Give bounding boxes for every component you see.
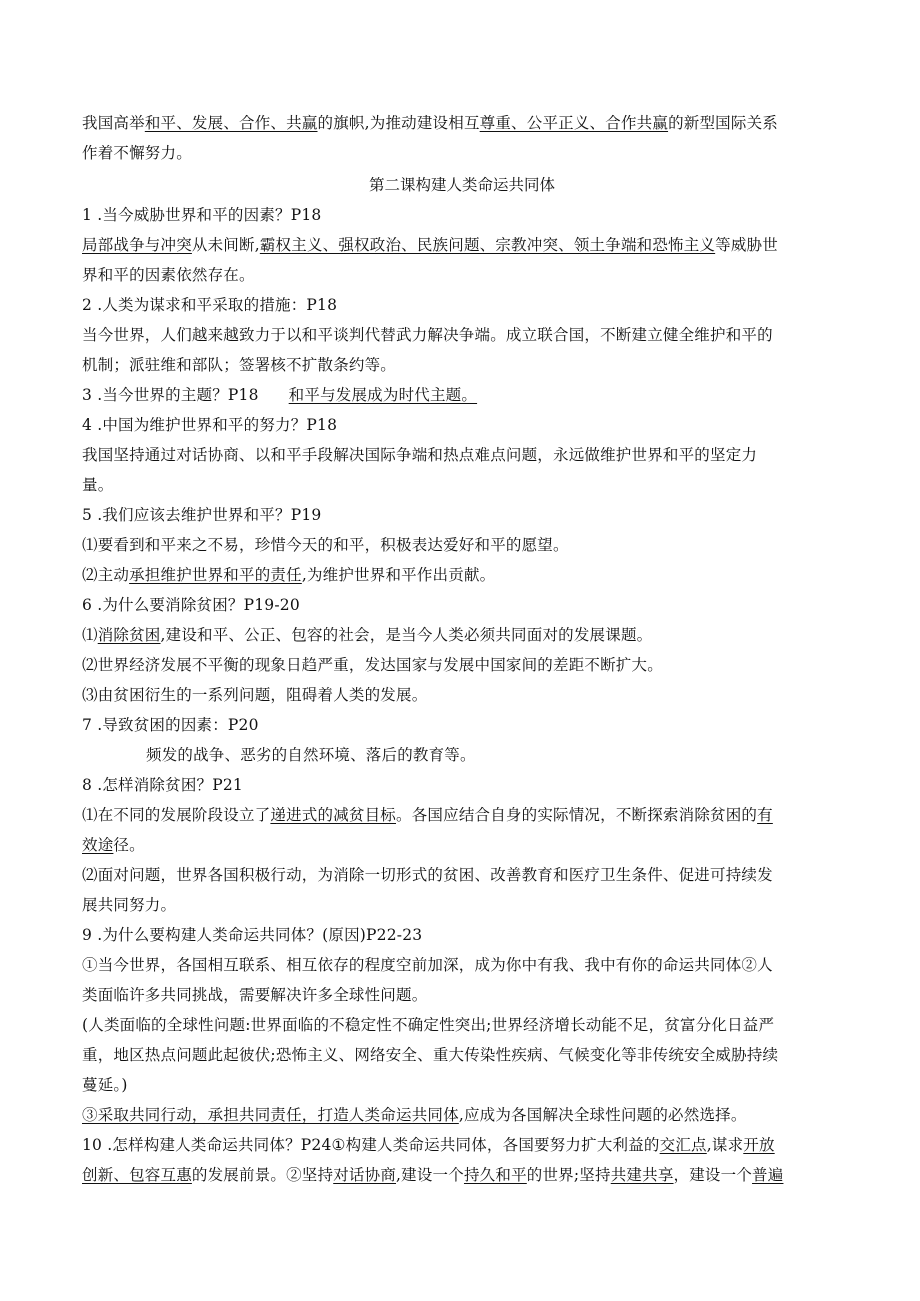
q9-note-line-1: (人类面临的全球性问题:世界面临的不稳定性不确定性突出;世界经济增长动能不足，贫富分化日益严 [82,1016,775,1034]
q1-answer-line-2: 界和平的因素依然存在。 [82,266,255,284]
q1-answer-line-1 [82,230,842,260]
q9-heading: 9 .为什么要构建人类命运共同体？(原因)P22-23 [82,926,423,944]
q6-item-3: ⑶由贫困衍生的一系列问题，阻碍着人类的发展。 [82,686,428,704]
q10-underlined: 创新、包容互惠 [82,1166,192,1184]
q6-underlined: 消除贫困 [97,626,161,644]
q9-item-3 [82,1100,842,1130]
q2-heading: 2 .人类为谋求和平采取的措施：P18 [82,296,338,314]
q8-text: 。各国应结合自身的实际情况，不断探索消除贫困的 [396,806,758,824]
q3-heading: 3 .当今世界的主题？P18 [82,386,259,404]
intro-text: 的旗帜,为推动建设相互 [317,114,480,132]
q4-answer-line-1: 我国坚持通过对话协商、以和平手段解决国际争端和热点难点问题，永远做维护世界和平的坚定力 [82,446,758,464]
q5-heading: 5 .我们应该去维护世界和平？P19 [82,506,322,524]
q6-heading: 6 .为什么要消除贫困？P19-20 [82,596,300,614]
q5-item-1: ⑴要看到和平来之不易，珍惜今天的和平，积极表达爱好和平的愿望。 [82,536,569,554]
q8-underlined: 效途 [82,836,114,854]
q1-underlined: 局部战争与冲突 [82,236,192,254]
intro-underlined: 和平、发展、合作、共赢 [144,114,318,132]
q10-underlined: 持久和平 [463,1166,527,1184]
q4-answer-line-2: 量。 [82,476,114,494]
q10-underlined: 开放 [743,1136,775,1154]
q5-text: ⑵主动 [82,566,130,584]
q6-item-1 [82,620,842,650]
q7-answer: 频发的战争、恶劣的自然环境、落后的教育等。 [146,746,476,764]
q6-text: ⑴ [82,626,98,644]
q10-line-2 [82,1160,842,1190]
q10-underlined: 交汇点 [659,1136,707,1154]
q8-item-1-line-1 [82,800,842,830]
intro-underlined: 尊重、公平正义、合作共赢 [479,114,669,132]
q1-text: 等威胁世 [715,236,778,254]
q5-item-2 [82,560,842,590]
q10-text: ，建设一个 [673,1166,753,1184]
q10-text: 的发展前景。②坚持 [191,1166,334,1184]
q8-text: ⑴在不同的发展阶段设立了 [82,806,271,824]
q8-item-1-line-2 [82,830,842,860]
intro-line-1 [82,108,842,138]
q9-note-line-2: 重，地区热点问题此起彼伏;恐怖主义、网络安全、重大传染性疾病、气候变化等非传统安全威胁持续 [82,1046,779,1064]
lesson-title: 第二课构建人类命运共同体 [368,176,555,194]
q2-answer-line-1: 当今世界，人们越来越致力于以和平谈判代替武力解决争端。成立联合国，不断建立健全维护和平的 [82,326,773,344]
intro-text: 我国高举 [82,114,145,132]
q8-heading: 8 .怎样消除贫困？P21 [82,776,243,794]
intro-text: 的新型国际关系 [668,114,778,132]
q3-answer: 和平与发展成为时代主题。 [288,386,478,404]
q8-text: 径。 [113,836,145,854]
q9-underlined: ③采取共同行动，承担共同责任，打造人类命运共同体 [82,1106,459,1124]
q6-text: ,建设和平、公正、包容的社会，是当今人类必须共同面对的发展课题。 [160,626,653,644]
q10-line-1 [82,1130,842,1160]
q9-note-line-3: 蔓延。) [82,1076,128,1094]
q6-item-2: ⑵世界经济发展不平衡的现象日趋严重，发达国家与发展中国家间的差距不断扩大。 [82,656,663,674]
q9-text: ,应成为各国解决全球性问题的必然选择。 [458,1106,747,1124]
intro-line-2: 作着不懈努力。 [82,144,192,162]
q8-underlined: 递进式的减贫目标 [270,806,397,824]
q1-heading: 1 .当今威胁世界和平的因素？P18 [82,206,322,224]
q10-text: 10 .怎样构建人类命运共同体？P24①构建人类命运共同体，各国要努力扩大利益的 [82,1136,660,1154]
q7-heading: 7 .导致贫困的因素：P20 [82,716,259,734]
q8-item-2-line-2: 展共同努力。 [82,896,177,914]
q4-heading: 4 .中国为维护世界和平的努力？P18 [82,416,338,434]
q1-text: 从未间断, [191,236,260,254]
q2-answer-line-2: 机制；派驻维和部队；签署核不扩散条约等。 [82,356,397,374]
q10-underlined: 普遍 [752,1166,784,1184]
q9-item-1-line-1: ①当今世界，各国相互联系、相互依存的程度空前加深，成为你中有我、我中有你的命运共同体②人 [82,956,773,974]
q10-text: ,谋求 [706,1136,744,1154]
q8-underlined: 有 [757,806,773,824]
q10-text: 的世界;坚持 [526,1166,611,1184]
q10-underlined: 对话协商 [333,1166,397,1184]
q1-underlined: 霸权主义、强权政治、民族问题、宗教冲突、领土争端和恐怖主义 [259,236,716,254]
q9-item-1-line-2: 类面临许多共同挑战，需要解决许多全球性问题。 [82,986,428,1004]
q10-text: ,建设一个 [396,1166,464,1184]
q10-underlined: 共建共享 [610,1166,674,1184]
q3-line [82,380,842,410]
q5-text: ,为维护世界和平作出贡献。 [301,566,496,584]
document-page [82,108,842,1190]
q8-item-2-line-1: ⑵面对问题，世界各国积极行动，为消除一切形式的贫困、改善教育和医疗卫生条件、促进可持续发 [82,866,773,884]
q5-underlined: 承担维护世界和平的责任 [129,566,302,584]
